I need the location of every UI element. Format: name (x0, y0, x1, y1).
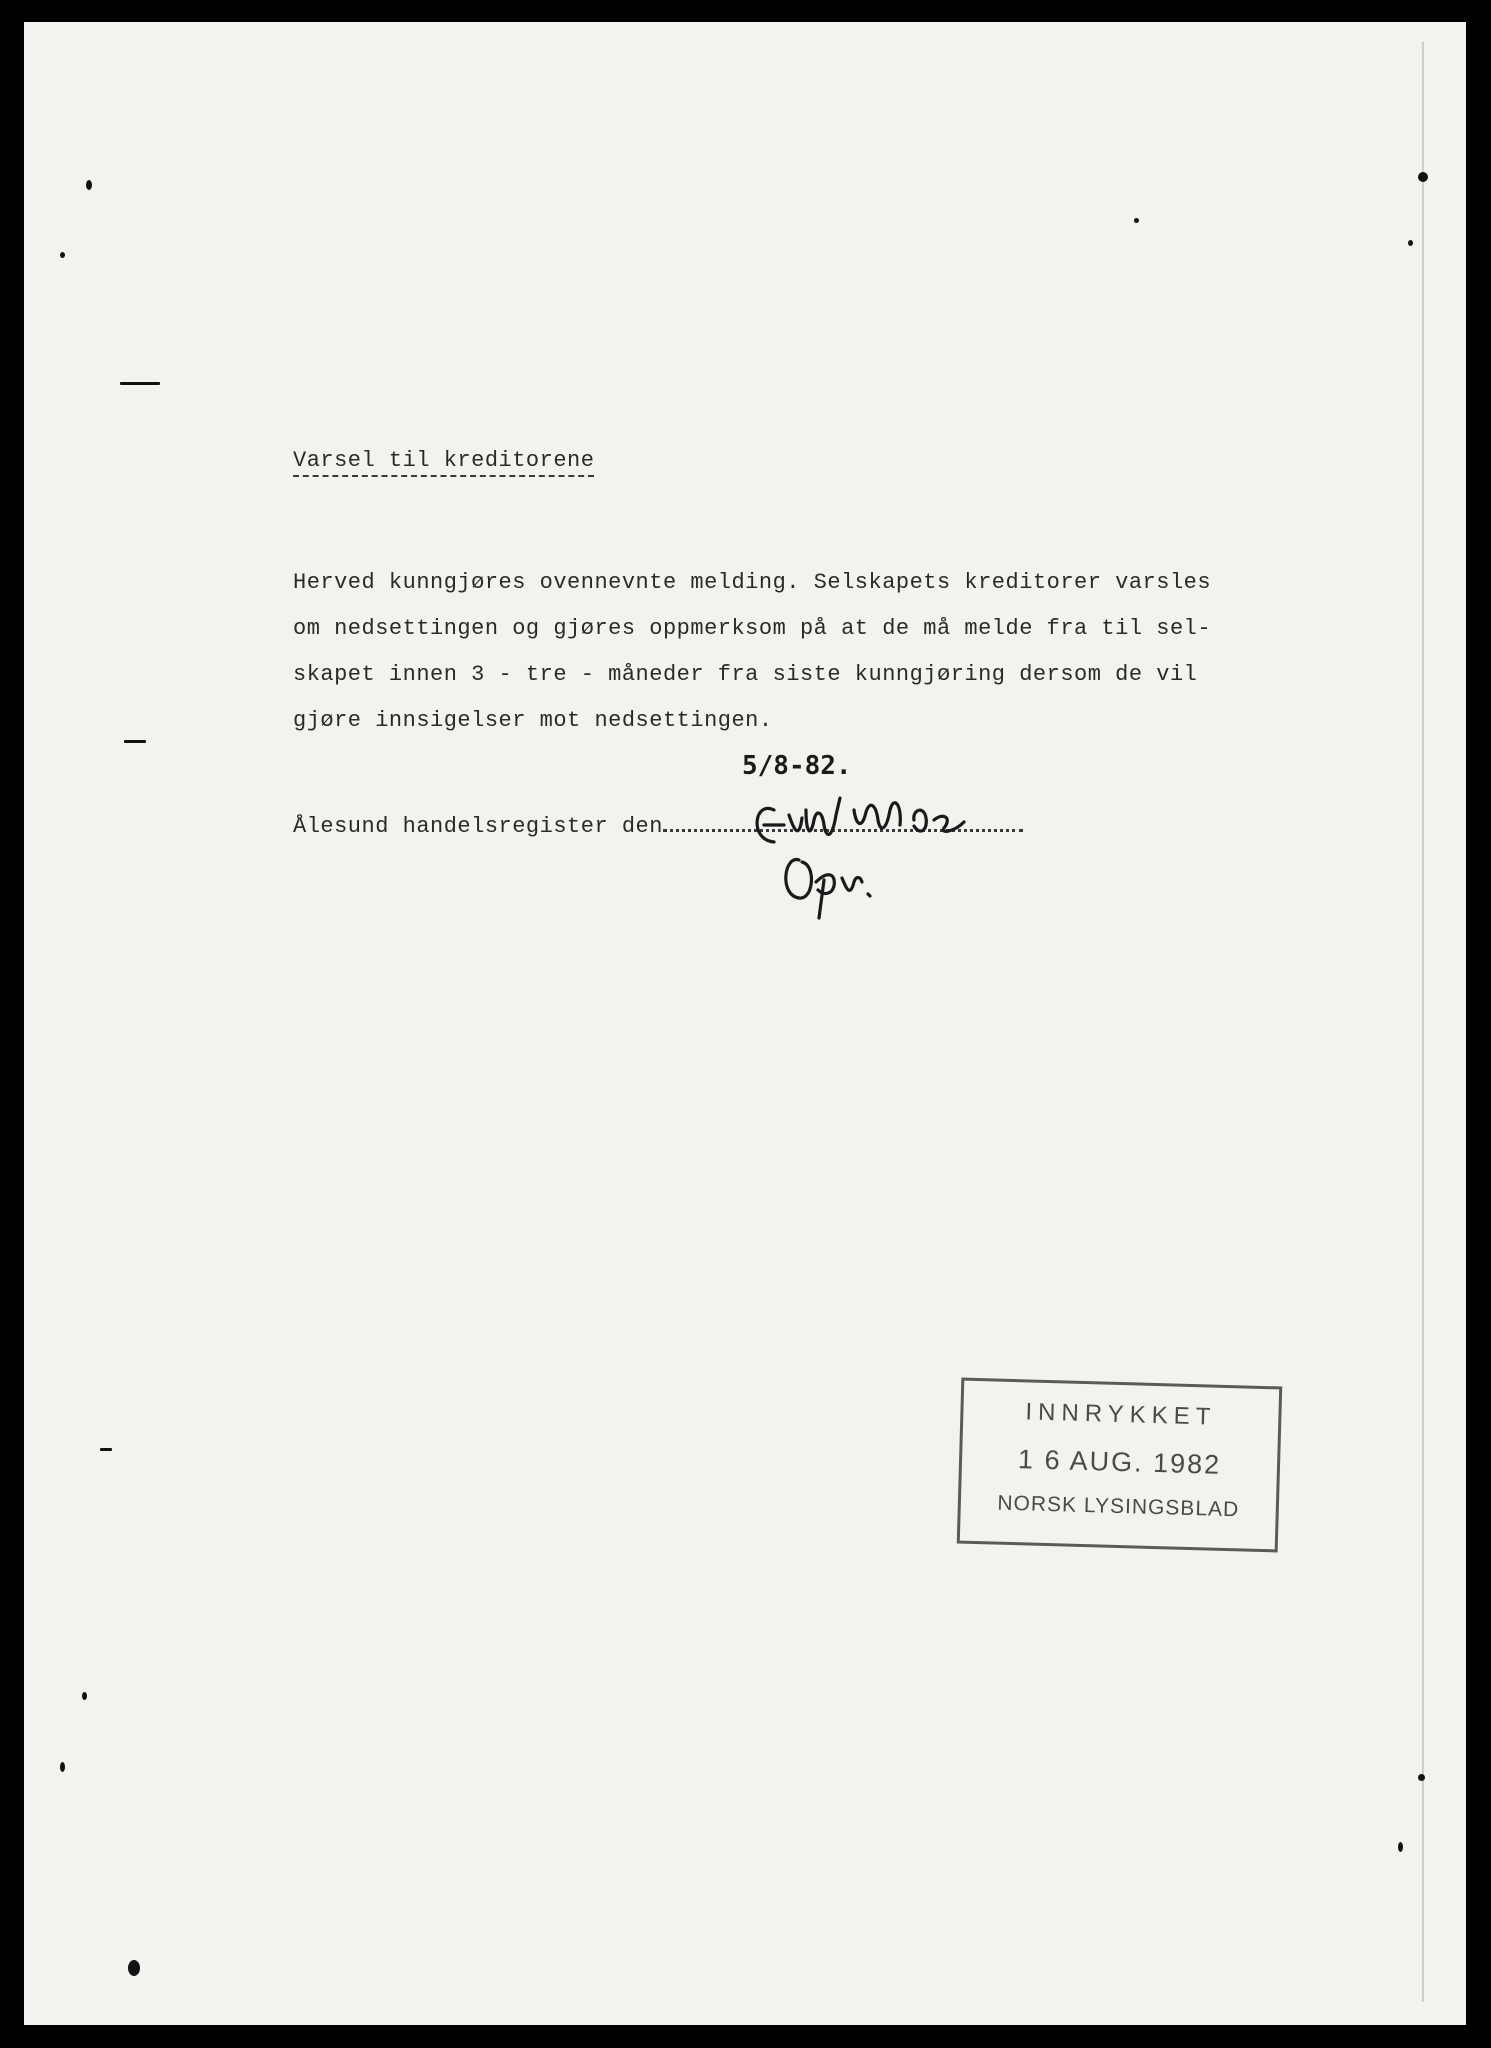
scan-speck (128, 1960, 140, 1976)
received-stamp (957, 1378, 1283, 1553)
scan-speck (60, 252, 65, 258)
scan-speck (86, 180, 92, 190)
stamp-title: INNRYKKET (1025, 1398, 1217, 1431)
register-label: Ålesund handelsregister den (293, 814, 663, 839)
scan-speck (1408, 240, 1413, 246)
scan-speck (1418, 172, 1428, 182)
scan-speck (1134, 218, 1139, 223)
scan-speck (60, 1762, 65, 1772)
body-line: gjøre innsigelser mot nedsettingen. (293, 708, 773, 733)
body-line: Herved kunngjøres ovennevnte melding. Selskapets kreditorer varsles (293, 570, 1212, 595)
scan-speck (124, 740, 146, 743)
scan-speck (120, 382, 160, 385)
document-heading: Varsel til kreditorene (293, 448, 594, 477)
scan-speck (1418, 1774, 1425, 1781)
stamp-date: 1 6 AUG. 1982 (1017, 1444, 1222, 1480)
scan-speck (100, 1448, 112, 1451)
body-line: om nedsettingen og gjøres oppmerksom på at de må melde fra til sel- (293, 616, 1212, 641)
body-line: skapet innen 3 - tre - måneder fra siste kunngjøring dersom de vil (293, 662, 1198, 687)
handwritten-date: 5/8-82. (742, 751, 852, 781)
document-page (24, 22, 1466, 2025)
handwritten-signature (744, 770, 1044, 920)
scan-speck (82, 1692, 87, 1700)
scan-speck (1398, 1842, 1403, 1852)
notice-body (293, 560, 1393, 744)
stamp-organization: NORSK LYSINGSBLAD (997, 1491, 1240, 1522)
scan-edge-line (1422, 42, 1424, 2002)
